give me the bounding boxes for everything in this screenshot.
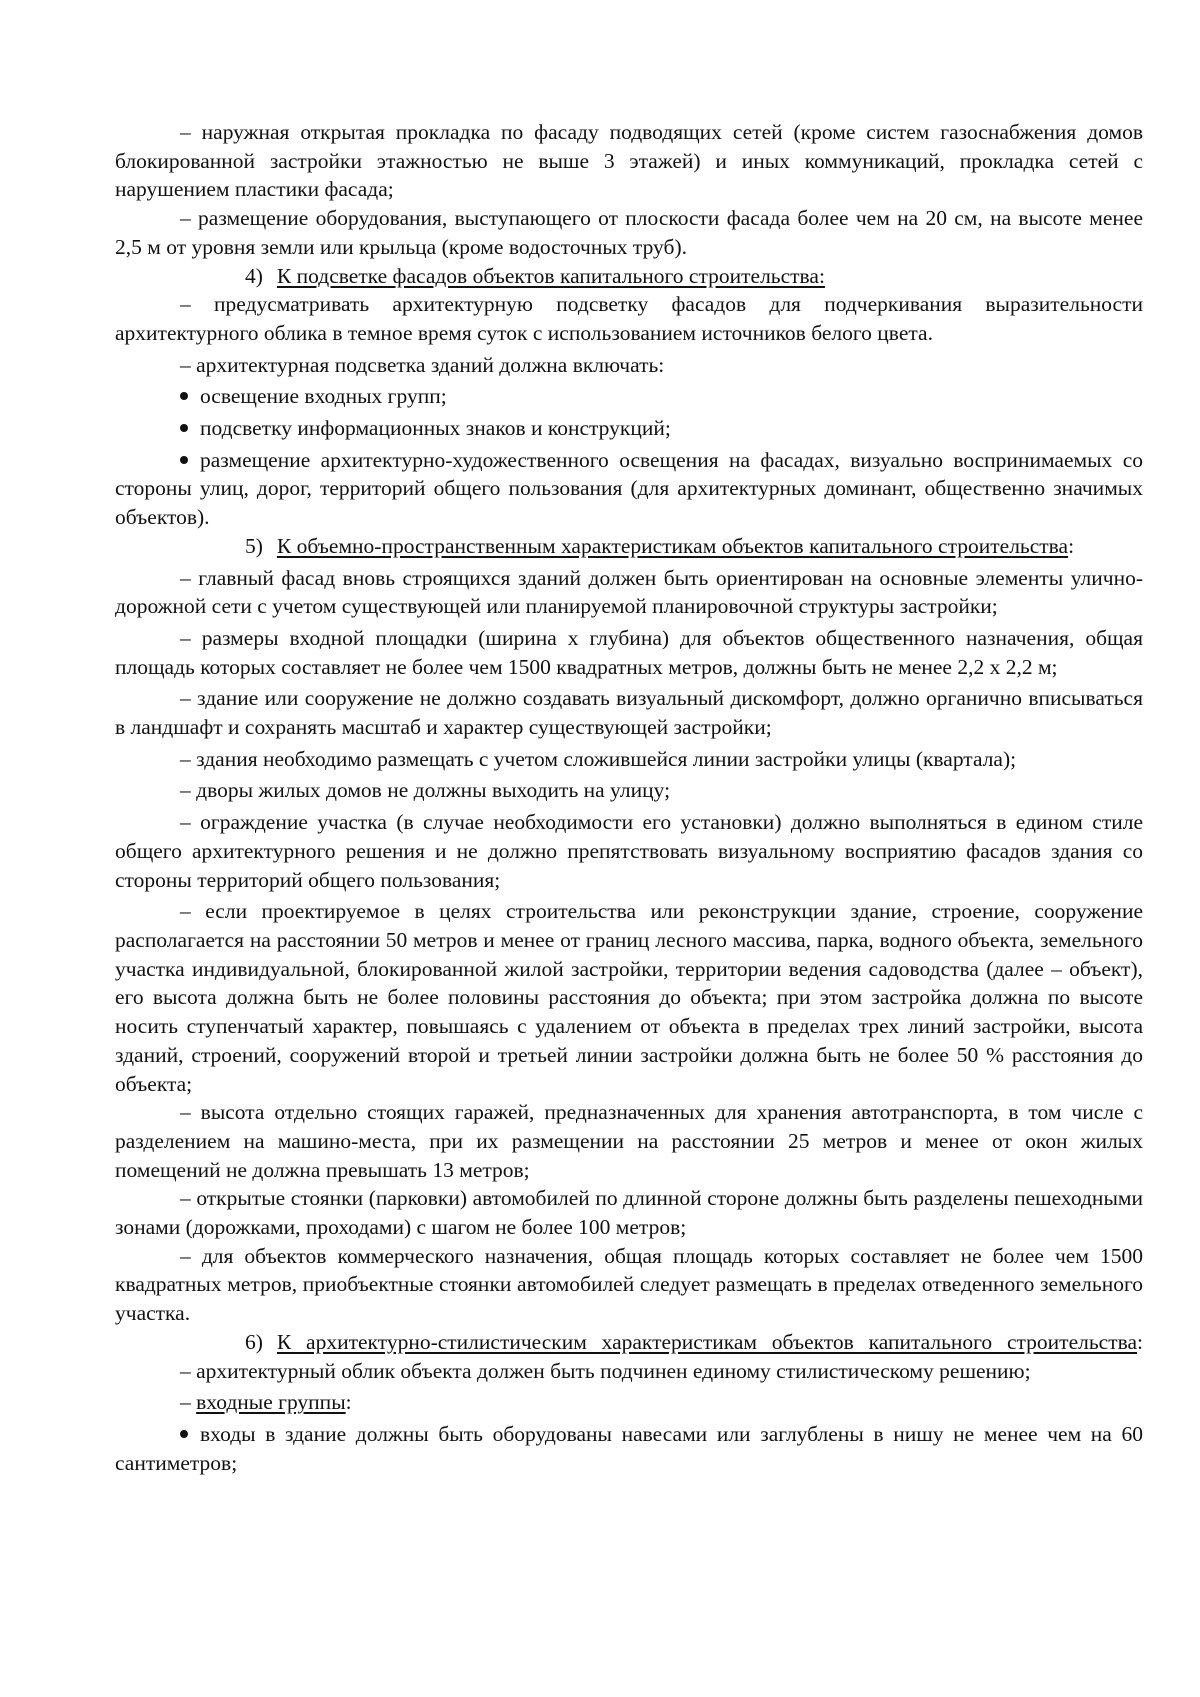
section-heading-4 (115, 262, 1143, 291)
subheading: – входные группы: (180, 1390, 352, 1415)
section-title: К подсветке фасадов объектов капитального строительства: (276, 263, 825, 288)
bullet-item: подсветку информационных знаков и конструкций; (115, 414, 1143, 443)
paragraph: – размещение оборудования, выступающего от плоскости фасада более чем на 20 см, на высоте менее 2,5 м от уровня земли или крыльца (кроме водосточных труб). (115, 206, 1143, 259)
dash: – (180, 1390, 191, 1415)
bullet-item: размещение архитектурно-художественного освещения на фасадах, визуально воспринимаемых со стороны улиц, дорог, территорий общего пользования (для архитектурных доминант, общественно значимых объектов). (115, 447, 1143, 530)
paragraph: – здания необходимо размещать с учетом сложившейся линии застройки улицы (квартала); (180, 746, 1017, 771)
section-title: К объемно-пространственным характеристикам объектов капитального строительства (276, 533, 1069, 558)
paragraph: – ограждение участка (в случае необходимости его установки) должно выполняться в едином стиле общего архитектурного решения и не должно препятствовать визуальному восприятию фасадов здания со стороны территорий общего пользования; (115, 810, 1143, 892)
bullet-icon (180, 456, 188, 464)
section-number: 4) (245, 263, 263, 288)
subheading-title: входные группы (196, 1390, 346, 1415)
bullet-icon (180, 424, 188, 432)
paragraph: – размеры входной площадки (ширина х глубина) для объектов общественного назначения, общая площадь которых составляет не более чем 1500 квадратных метров, должны быть не менее 2,2 х 2,2 м; (115, 625, 1143, 679)
paragraph: – для объектов коммерческого назначения, общая площадь которых составляет не более чем 1500 квадратных метров, приобъектные стоянки автомобилей следует размещать в пределах отведенного земельного участка. (115, 1243, 1143, 1326)
paragraph: – главный фасад вновь строящихся зданий должен быть ориентирован на основные элементы улично-дорожной сети с учетом существующей или планируемой планировочной структуры застройки; (115, 565, 1143, 619)
bullet-item: входы в здание должны быть оборудованы навесами или заглублены в нишу не менее чем на 60 сантиметров; (115, 1421, 1143, 1475)
paragraph: – предусматривать архитектурную подсветку фасадов для подчеркивания выразительности архитектурного облика в темное время суток с использованием источников белого цвета. (115, 292, 1143, 345)
bullet-item: освещение входных групп; (115, 382, 1143, 411)
paragraph: – открытые стоянки (парковки) автомобилей по длинной стороне должны быть разделены пешеходными зонами (дорожками, проходами) с шагом не более 100 метров; (115, 1186, 1143, 1240)
paragraph: – здание или сооружение не должно создавать визуальный дискомфорт, должно органично вписываться в ландшафт и сохранять масштаб и характер существующей застройки; (115, 686, 1143, 740)
section-heading-5: 5) К объемно-пространственным характеристикам объектов капитального строительства: (115, 532, 1143, 561)
section-heading-6: 6) К архитектурно-стилистическим характеристикам объектов капитального строительства: (115, 1328, 1143, 1357)
section-title: К архитектурно-стилистическим характеристикам объектов капитального строительства (276, 1329, 1138, 1354)
paragraph: – если проектируемое в целях строительства или реконструкции здание, строение, сооружение располагается на расстоянии 50 метров и менее от границ лесного массива, парка, водного объекта, земельного участка индивидуальной, блокированной жилой застройки, территории ведения садоводства (далее – объект), его высота должна быть не более половины расстояния до объекта; при этом застройка должна по высоте носить ступенчатый характер, повышаясь с удалением от объекта в пределах трех линий застройки, высота зданий, строений, сооружений второй и третьей линии застройки должна быть не более 50 % расстояния до объекта; (115, 899, 1143, 1096)
section-number: 6) (245, 1329, 263, 1354)
paragraph: – наружная открытая прокладка по фасаду подводящих сетей (кроме систем газоснабжения домов блокированной застройки этажностью не выше 3 этажей) и иных коммуникаций, прокладка сетей с нарушением пластики фасада; (115, 120, 1143, 202)
paragraph: – архитектурная подсветка зданий должна включать: (180, 352, 665, 377)
bullet-icon (180, 392, 188, 400)
paragraph: – архитектурный облик объекта должен быть подчинен единому стилистическому решению; (180, 1358, 1031, 1383)
bullet-icon (180, 1430, 188, 1438)
paragraph: – высота отдельно стоящих гаражей, предназначенных для хранения автотранспорта, в том числе с разделением на машино-места, при их размещении на расстоянии 25 метров и менее от окон жилых помещений не должна превышать 13 метров; (115, 1100, 1143, 1182)
section-number: 5) (245, 533, 263, 558)
paragraph: – дворы жилых домов не должны выходить на улицу; (180, 778, 671, 803)
